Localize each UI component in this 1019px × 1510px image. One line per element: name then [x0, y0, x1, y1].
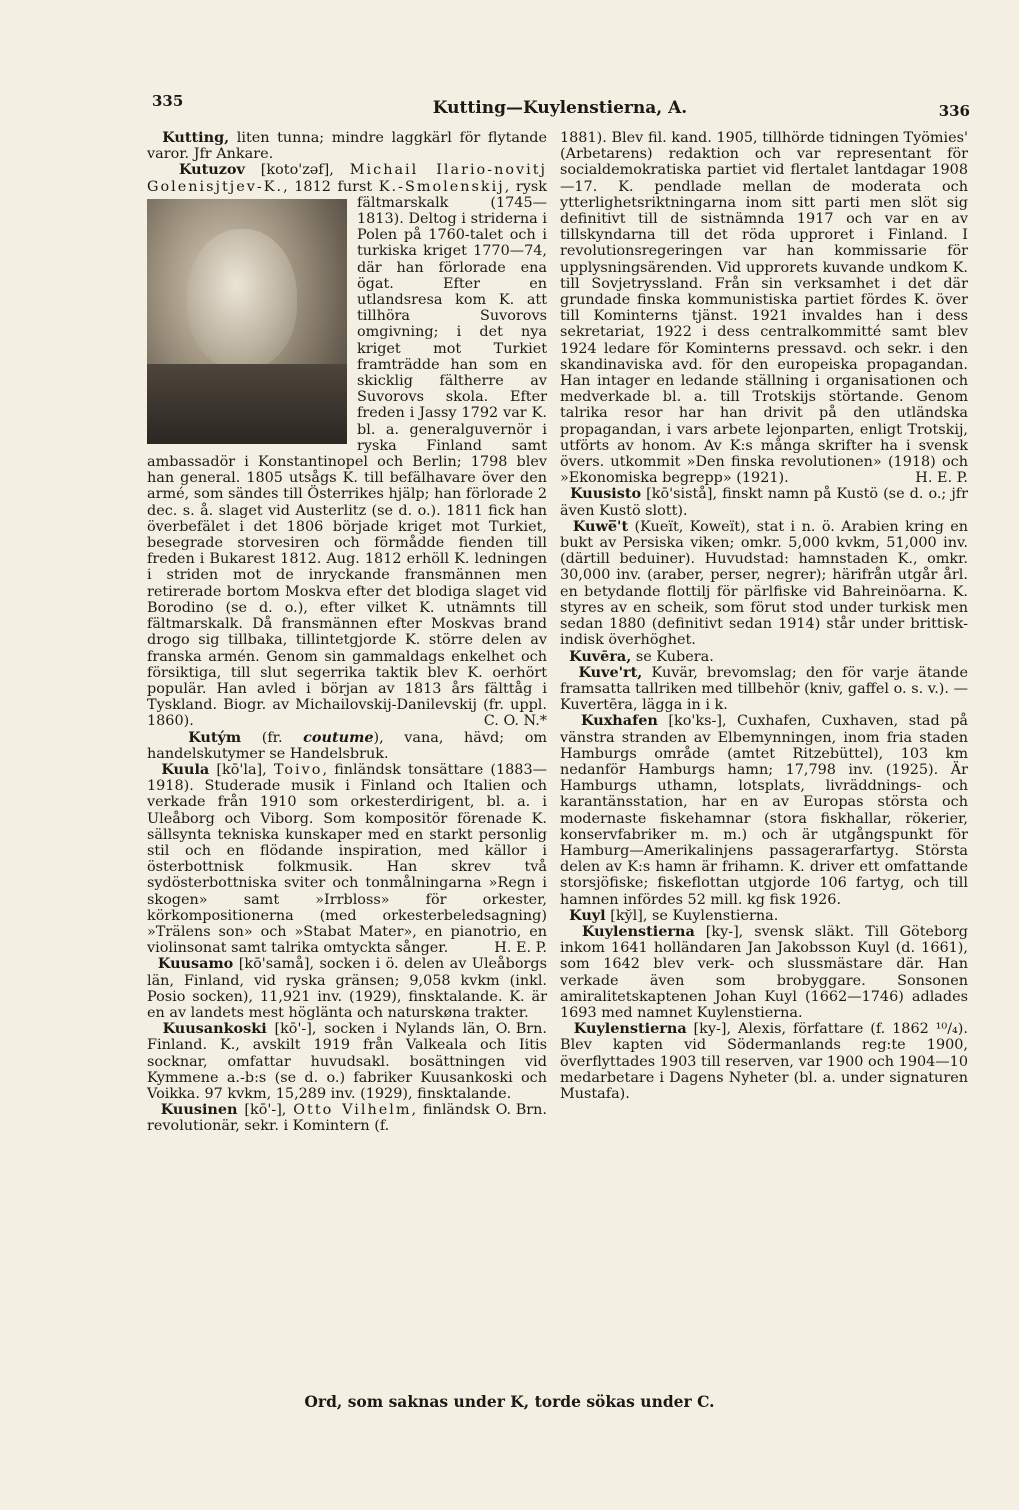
entry-text: liten tunna; mindre laggkärl för flytande varor. Jfr Ankare. — [147, 130, 547, 163]
page-footer-note: Ord, som saknas under K, torde sökas under C. — [304, 1392, 715, 1411]
portrait-coat — [147, 364, 347, 444]
signature: O. Brn. — [495, 1021, 547, 1038]
entry-kuylenstierna — [560, 924, 968, 1021]
entry-headword: Kuusisto — [570, 485, 642, 503]
entry-text: [koto'zəf], — [244, 162, 350, 179]
entry-text: , finländsk revolutionär, sekr. i Komintern (f. — [147, 1102, 490, 1135]
page-header — [150, 92, 970, 122]
entry-text: [kō'-], socken i Nylands län, Finland. K., avskilt 1919 från Valkeala och Iitis socknar, omfattar huvudsakl. bosättningen vid Kymmene a.-b:s (se d. o.) fabriker Kuusankoski och Voikka. 97 kvkm, 15,289 inv. (1929), finsktalande. — [147, 1021, 547, 1102]
signature: H. E. P. — [494, 940, 547, 957]
entry-text: , rysk fältmarskalk (1745—1813). Deltog i striderna i Polen på 1760-talet och i turkiska kriget 1770—74, där han förlorade ena ögat. Efter en utlandsresa kom K. att tillhöra Suvorovs omgivning; i det nya kriget mot Turkiet framträdde han som en skicklig fältherre av Suvorovs skola. Efter freden i Jassy 1792 var K. bl. a. generalguvernör i ryska Finland samt ambassadör i Konstantinopel och Berlin; 1798 blev han general. 1805 utsågs K. till befälhavare över den armé, som sändes till Österrikes hjälp; han förlorade 2 dec. s. å. slaget vid Austerlitz (se d. o.). 1811 fick han överbefälet i det 1806 började kriget mot Turkiet, besegrade storvesiren och förmådde fienden till freden i Bukarest 1812. Aug. 1812 erhöll K. ledningen i striden mot de inryckande fransmännen men retirerade bortom Moskva efter det blodiga slaget vid Borodino (se d. o.), efter vilket K. utnämnts till fältmarskalk. Då fransmännen efter Moskvas brand drogo sig tillbaka, tillintetgjorde K. större delen av franska armén. Genom sin gammaldags enkelhet och försiktiga, till slut segerrika taktik blev K. oerhört populär. Han avled i början av 1813 års fälttåg i Tyskland. Biogr. av Michailovskij-Danilevskij (fr. uppl. 1860). — [147, 178, 548, 730]
signature: C. O. N.* — [483, 713, 547, 730]
entry-headword: Kutuzov — [178, 161, 245, 179]
entry-kuusinen — [147, 1102, 547, 1134]
portrait-face — [187, 229, 297, 369]
entry-headword: Kuylenstierna — [573, 1020, 687, 1038]
entry-headword: Kuusankoski — [162, 1020, 267, 1038]
person-name: Michail Ilario-novitj Golenisjtjev-K. — [147, 162, 547, 195]
entry-headword: Kuvēra, — [569, 647, 632, 665]
entry-kuusinen-continued — [560, 130, 968, 486]
entry-text: [kō'sistå], finskt namn på Kustö (se d. o.; jfr även Kustö slott). — [560, 486, 968, 519]
entry-headword: Kuwe̅'t — [572, 517, 629, 535]
entry-text: (Kueït, Koweït), stat i n. ö. Arabien kring en bukt av Persiska viken; omkr. 5,000 kvkm, 51,000 inv. (därtill beduiner). Huvudstad: hamnstaden K., omkr. 30,000 inv. (araber, perser, negrer); härifrån utgår årl. en betydande flottilj för pärlfiske vid Bahreinöarna. K. styres av en scheik, som förut stod under turkisk men sedan 1880 (definitivt sedan 1914) står under brittisk-indisk överhöghet. — [560, 518, 968, 649]
foreign-word: coutume — [303, 728, 374, 746]
entry-text: se Kubera. — [631, 648, 714, 665]
entry-kuwet — [560, 519, 968, 649]
signature: O. Brn. — [495, 1102, 547, 1119]
entry-headword: Kuyl — [569, 906, 606, 924]
entry-kutuzov — [147, 162, 547, 729]
entry-kuxhafen — [560, 713, 968, 907]
entry-kuula — [147, 762, 547, 956]
left-column — [147, 130, 547, 1135]
entry-kuvert — [560, 665, 968, 714]
entry-kuusisto — [560, 486, 968, 518]
entry-headword: Kuusamo — [157, 955, 234, 973]
running-head: Kutting—Kuylenstierna, A. — [432, 98, 688, 118]
entry-text: (fr. — [241, 729, 304, 746]
page-number-right: 336 — [938, 102, 970, 120]
entry-text: [ko'ks-], Cuxhafen, Cuxhaven, stad på vänstra stranden av Elbemynningen, inom fria staden Hamburgs område (amtet Ritzebüttel), 103 km nedanför Hamburgs hamn; 17,798 inv. (1925). Är Hamburgs uthamn, lotsplats, livräddnings- och karantänsstation, har en av Europas största och modernaste fiskehamnar (stora fiskhallar, rökerier, konservfabriker m. m.) och är utgångspunkt för Hamburg—Amerikalinjens passagerarfartyg. Största delen av K:s hamn är frihamn. K. driver ett omfattande storsjöfiske; fiskeflottan utgjorde 106 fartyg, och till hamnen infördes 52 mill. kg fisk 1926. — [560, 713, 968, 908]
entry-text: [kō'samå], socken i ö. delen av Uleåborgs län, Finland, vid ryska gränsen; 9,058 kvkm (inkl. Posio socken), 11,921 inv. (1929), finsktalande. K. är en av landets mest höglänta och naturskøna trakter. — [147, 956, 547, 1021]
portrait-image — [147, 199, 347, 444]
entry-text: , 1812 furst — [283, 178, 379, 195]
entry-headword: Kutým — [188, 728, 242, 746]
entry-kutym — [147, 730, 547, 762]
entry-text: [kō'la], — [209, 761, 274, 778]
entry-text: [ky̆l], se Kuylenstierna. — [605, 907, 779, 924]
entry-kuvera — [560, 649, 968, 665]
entry-kuyl — [560, 908, 968, 924]
person-name: Toivo — [273, 761, 323, 778]
entry-headword: Kuxhafen — [581, 712, 658, 730]
right-column — [560, 130, 968, 1102]
entry-text: ), vana, hävd; om handelskutymer se Handelsbruk. — [147, 729, 547, 762]
entry-text: [kō'-], — [237, 1102, 294, 1119]
title-name: K.-Smolenskij — [378, 178, 505, 195]
entry-headword: Kuylenstierna — [581, 922, 695, 940]
entry-headword: Kuve'rt, — [578, 663, 643, 681]
entry-text: Kuvär, brevomslag; den för varje ätande framsatta tallriken med tillbehör (kniv, gaffel o. s. v.). — Kuvertēra, lägga in i k. — [560, 664, 968, 714]
entry-kutting — [147, 130, 547, 162]
entry-text: [ky-], svensk släkt. Till Göteborg inkom 1641 holländaren Jan Jakobsson Kuyl (d. 1661), som 1642 blev verk- och slussmästare där. Han verkade även som brobyggare. Sonsonen amiralitetskaptenen Johan Kuyl (1662—1746) adlades 1693 med namnet Kuylenstierna. — [560, 923, 968, 1021]
entry-kuylenstierna-a — [560, 1021, 968, 1102]
entry-headword: Kuula — [161, 760, 210, 778]
entry-text: [ky-], Alexis, författare (f. 1862 ¹⁰/₄). Blev kapten vid Södermanlands reg:te 1900, överflyttades 1903 till reserven, var 1900 och 1904—10 medarbetare i Dagens Nyheter (bl. a. under signaturen Mustafa). — [560, 1021, 968, 1102]
signature: H. E. P. — [915, 470, 968, 487]
person-name: Otto Vilhelm — [293, 1102, 412, 1119]
entry-text: 1881). Blev fil. kand. 1905, tillhörde tidningen Työmies' (Arbetarens) redaktion och var representant för socialdemokratiska partiet vid flertalet lantdagar 1908—17. K. pendlade mellan de moderata och ytterlighetsriktningarna inom sitt parti men slöt sig definitivt till de sistnämnda 1917 och var en av tillskyndarna till det röda upproret i Finland. I revolutionsregeringen var han kommissarie för upplysningsärenden. Vid upprorets kuvande undkom K. till Sovjetryssland. Från sin verksamhet i det där grundade finska kommunistiska partiet fördes K. över till Kominterns tjänst. 1921 invaldes han i dess sekretariat, 1922 i dess centralkommitté samt blev 1924 ledare för Kominterns pressavd. och sekr. i den skandinaviska avd. för den europeiska propagandan. Han intager en ledande ställning i organisationen och medverkade bl. a. till Trotskijs störtande. Genom talrika resor har han drivit på den utländska propagandan, i vars arbete lejonparten, enligt Trotskij, utförts av honom. Av K:s många skrifter ha i svensk övers. utkommit »Den finska revolutionen» (1918) och »Ekonomiska begrepp» (1921). — [560, 130, 968, 487]
entry-text: , finländsk tonsättare (1883—1918). Studerade musik i Finland och Italien och verkade från 1910 som orkesterdirigent, bl. a. i Uleåborg och Viborg. Som kompositör förenade K. sällsynta tekniska kunskaper med en starkt personlig stil och en flödande inspiration, med källor i österbottnisk folkmusik. Han skrev två sydösterbottniska sviter och tonmålningarna »Regn i skogen» samt »Irrbloss» för orkester, körkompositionerna (med orkesterbeledsagning) »Trälens son» och »Stabat Mater», en pianotrio, en violinsonat samt talrika omtyckta sånger. — [147, 761, 547, 957]
entry-headword: Kutting, — [162, 129, 230, 146]
entry-headword: Kuusinen — [160, 1101, 238, 1119]
page-number-left: 335 — [152, 92, 184, 110]
